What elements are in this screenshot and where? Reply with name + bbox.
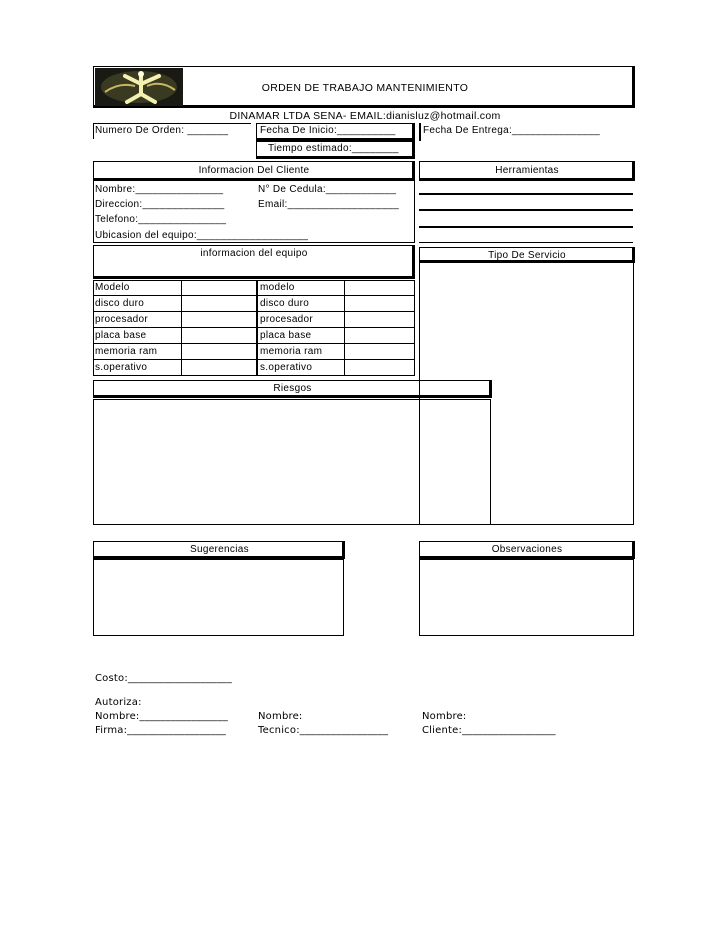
table-col-divider xyxy=(256,280,258,376)
risks-title: Riesgos xyxy=(273,383,312,394)
technician-name-label: Nombre: xyxy=(258,711,303,722)
observations-area[interactable] xyxy=(419,559,634,636)
authorizer-name-field[interactable]: Nombre:_________________ xyxy=(95,711,228,722)
suggestions-title: Sugerencias xyxy=(190,544,249,555)
equipment-title: informacion del equipo xyxy=(200,248,308,259)
client-info-title: Informacion Del Cliente xyxy=(198,165,310,176)
risks-area[interactable] xyxy=(93,399,491,525)
equipment-label: memoria ram xyxy=(260,346,323,357)
authorizer-signature-field[interactable]: Firma:___________________ xyxy=(95,725,226,736)
sena-logo-icon xyxy=(95,68,183,106)
tools-line-1[interactable] xyxy=(419,193,633,195)
equipment-label: disco duro xyxy=(95,298,145,309)
table-col-divider xyxy=(181,280,182,376)
company-line: DINAMAR LTDA SENA- EMAIL:dianisluz@hotmail.com xyxy=(229,110,501,122)
client-id-field[interactable]: N° De Cedula:____________ xyxy=(258,184,397,195)
equipment-label: procesador xyxy=(260,314,314,325)
equipment-label: disco duro xyxy=(260,298,310,309)
equipment-location-field[interactable]: Ubicasion del equipo:___________________ xyxy=(95,230,309,241)
client-signature-field[interactable]: Cliente:__________________ xyxy=(422,725,556,736)
start-date-field[interactable]: Fecha De Inicio:__________ xyxy=(260,125,396,136)
equipment-label: memoria ram xyxy=(95,346,158,357)
client-name-field[interactable]: Nombre:_______________ xyxy=(95,184,224,195)
delivery-date-field[interactable]: Fecha De Entrega:_______________ xyxy=(423,125,600,136)
authorizes-label: Autoriza: xyxy=(95,697,142,708)
tools-title: Herramientas xyxy=(495,165,559,176)
observations-title: Observaciones xyxy=(491,544,563,555)
cost-field[interactable]: Costo:____________________ xyxy=(95,673,232,684)
form-title: ORDEN DE TRABAJO MANTENIMIENTO xyxy=(261,82,469,94)
equipment-label: s.operativo xyxy=(260,362,313,373)
equipment-label: procesador xyxy=(95,314,149,325)
equipment-label: s.operativo xyxy=(95,362,148,373)
client-name-label: Nombre: xyxy=(422,711,467,722)
equipment-label: Modelo xyxy=(95,282,130,293)
equipment-label: placa base xyxy=(95,330,147,341)
equipment-label: placa base xyxy=(260,330,312,341)
client-address-field[interactable]: Direccion:______________ xyxy=(95,199,225,210)
equipment-label: modelo xyxy=(260,282,295,293)
order-number-field[interactable]: Numero De Orden: _______ xyxy=(95,125,229,136)
table-col-divider xyxy=(344,280,345,376)
service-type-title: Tipo De Servicio xyxy=(488,250,566,261)
client-email-field[interactable]: Email:___________________ xyxy=(258,199,399,210)
suggestions-area[interactable] xyxy=(93,559,344,636)
table-row xyxy=(93,280,415,296)
tools-line-4[interactable] xyxy=(419,242,633,243)
client-phone-field[interactable]: Telefono:_______________ xyxy=(95,214,227,225)
equipment-table xyxy=(93,280,415,376)
tools-line-2[interactable] xyxy=(419,209,633,211)
estimated-time-field[interactable]: Tiempo estimado:________ xyxy=(268,143,399,154)
technician-field[interactable]: Tecnico:_________________ xyxy=(258,725,389,736)
company-logo xyxy=(95,68,183,106)
tools-line-3[interactable] xyxy=(419,226,633,228)
delivery-divider xyxy=(419,123,421,141)
